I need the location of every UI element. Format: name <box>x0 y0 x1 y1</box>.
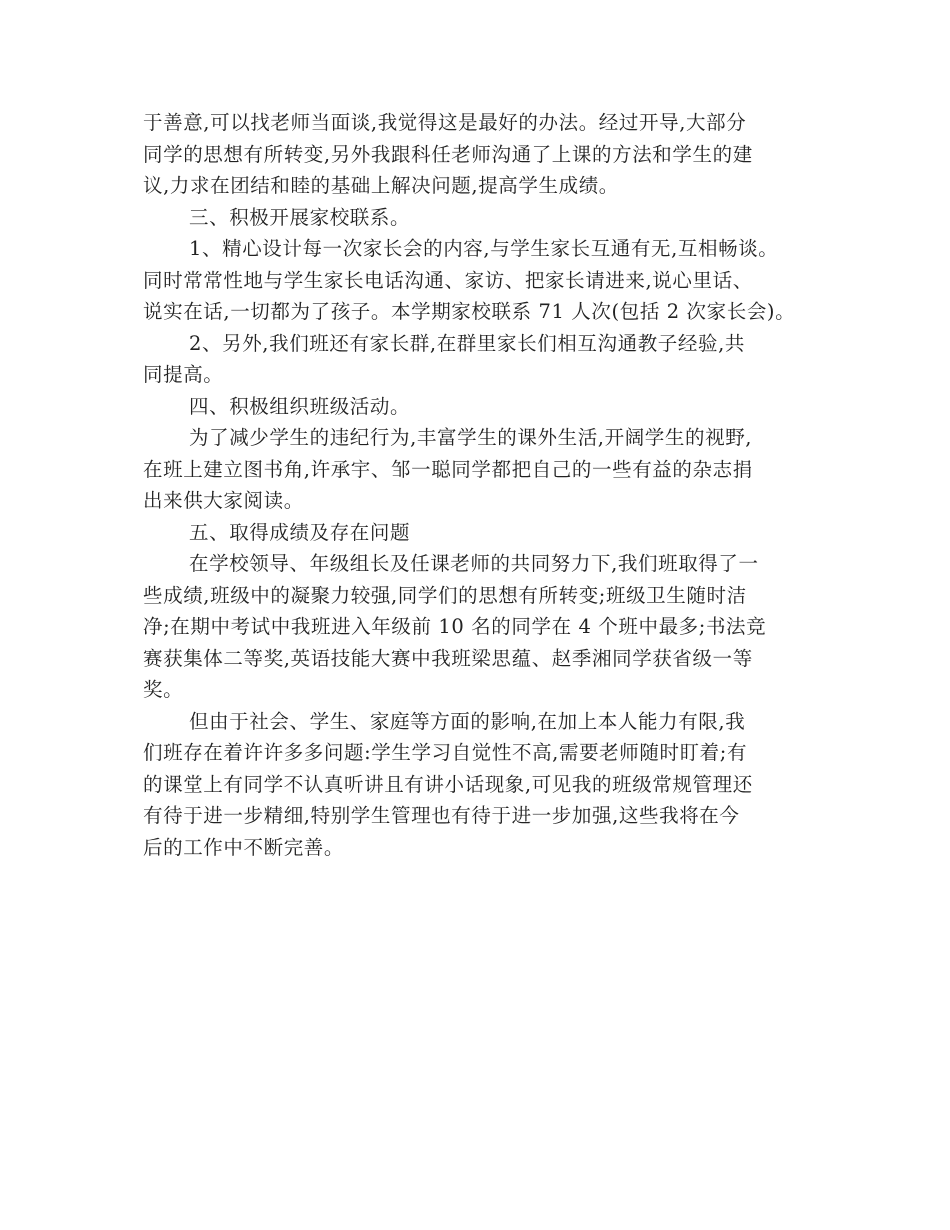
text-line: 奖。 <box>143 678 184 701</box>
text-line: 但由于社会、学生、家庭等方面的影响,在加上本人能力有限,我 <box>189 709 746 733</box>
text-line: 为了减少学生的违纪行为,丰富学生的课外生活,开阔学生的视野, <box>189 426 753 449</box>
text-line: 后的工作中不断完善。 <box>143 835 345 859</box>
text-line: 的课堂上有同学不认真听讲且有讲小话现象,可见我的班级常规管理还 <box>143 772 753 796</box>
text-line: 同学的思想有所转变,另外我跟科任老师沟通了上课的方法和学生的建 <box>143 142 753 166</box>
text-line: 些成绩,班级中的凝聚力较强,同学们的思想有所转变;班级卫生随时洁 <box>143 583 747 607</box>
text-line: 说实在话,一切都为了孩子。本学期家校联系 71 人次(包括 2 次家长会)。 <box>143 300 796 323</box>
text-line: 同提高。 <box>143 363 224 386</box>
text-line: 赛获集体二等奖,英语技能大赛中我班梁思蕴、赵季湘同学获省级一等 <box>143 646 753 670</box>
text-line: 们班存在着许许多多问题:学生学习自觉性不高,需要老师随时盯着;有 <box>143 741 748 764</box>
text-line: 1、精心设计每一次家长会的内容,与学生家长互通有无,互相畅谈。 <box>189 237 779 260</box>
text-line: 2、另外,我们班还有家长群,在群里家长们相互沟通教子经验,共 <box>189 331 746 355</box>
text-line: 于善意,可以找老师当面谈,我觉得这是最好的办法。经过开导,大部分 <box>143 111 747 134</box>
text-line: 同时常常性地与学生家长电话沟通、家访、把家长请进来,说心里话、 <box>143 268 753 292</box>
section-heading: 五、取得成绩及存在问题 <box>189 520 411 544</box>
text-line: 议,力求在团结和睦的基础上解决问题,提高学生成绩。 <box>143 174 619 197</box>
text-line: 在学校领导、年级组长及任课老师的共同努力下,我们班取得了一 <box>189 552 759 575</box>
text-line: 净;在期中考试中我班进入年级前 10 名的同学在 4 个班中最多;书法竞 <box>143 615 767 638</box>
document-body <box>143 107 833 863</box>
section-heading: 三、积极开展家校联系。 <box>189 205 411 229</box>
text-line: 在班上建立图书角,许承宇、邹一聪同学都把自己的一些有益的杂志捐 <box>143 457 753 481</box>
text-line: 有待于进一步精细,特别学生管理也有待于进一步加强,这些我将在今 <box>143 804 740 827</box>
section-heading: 四、积极组织班级活动。 <box>189 394 411 418</box>
text-line: 出来供大家阅读。 <box>143 489 304 512</box>
